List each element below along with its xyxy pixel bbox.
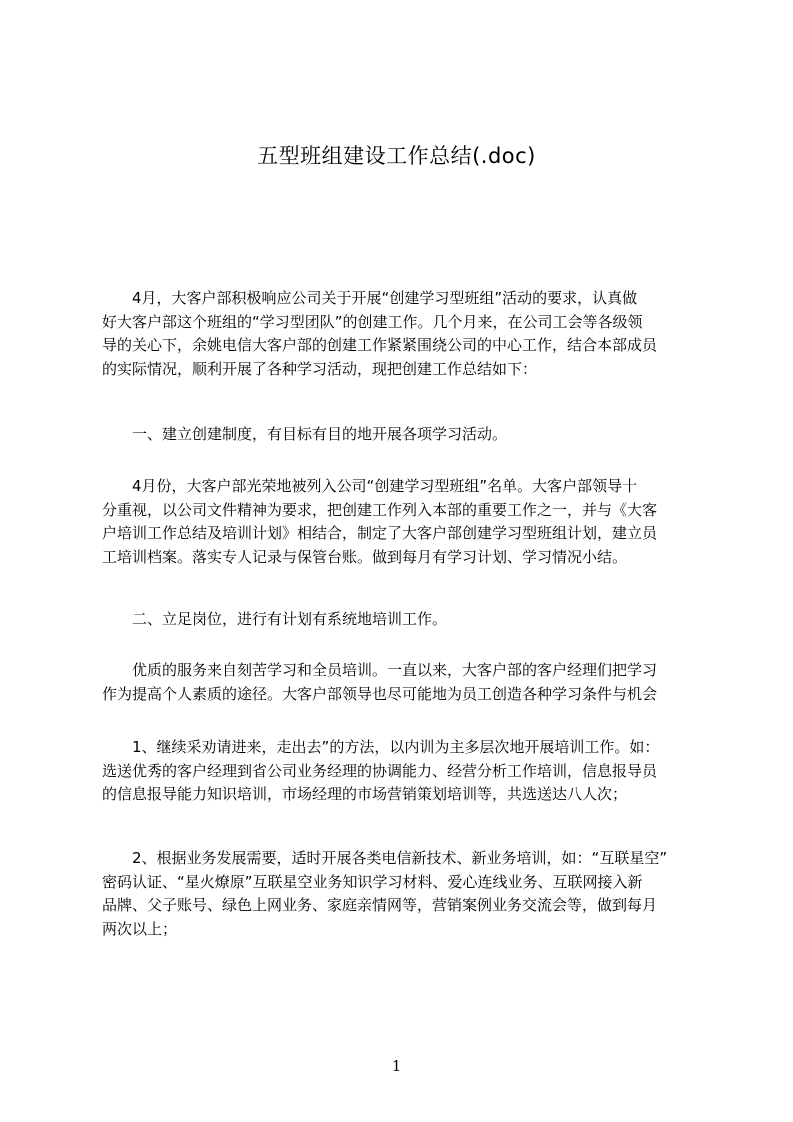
text-line: 4月份，大客户部光荣地被列入公司“创建学习型班组”名单。大客户部领导十 bbox=[102, 477, 638, 495]
paragraph-section-1 bbox=[102, 475, 702, 569]
text-line: 一、建立创建制度，有目标有目的地开展各项学习活动。 bbox=[102, 425, 508, 443]
text-line: 密码认证、“星火燎原”互联星空业务知识学习材料、爱心连线业务、互联网接入新 bbox=[102, 872, 643, 891]
paragraph-intro bbox=[102, 287, 702, 381]
document-title: 五型班组建设工作总结(.doc) bbox=[257, 144, 536, 168]
text-line: 导的关心下，余姚电信大客户部的创建工作紧紧围绕公司的中心工作，结合本部成员 bbox=[102, 336, 658, 354]
section-heading-2 bbox=[102, 608, 702, 632]
text-line: 优质的服务来自刻苦学习和全员培训。一直以来，大客户部的客户经理们把学习 bbox=[102, 661, 658, 679]
paragraph-section-2 bbox=[102, 659, 702, 706]
text-line: 品牌、父子账号、绿色上网业务、家庭亲情网等，营销案例业务交流会等，做到每月 bbox=[102, 896, 658, 914]
section-heading-1 bbox=[102, 423, 702, 447]
text-line: 户培训工作总结及培训计划》相结合，制定了大客户部创建学习型班组计划，建立员 bbox=[102, 524, 658, 542]
text-line: 两次以上； bbox=[102, 919, 178, 938]
text-line: 二、立足岗位，进行有计划有系统地培训工作。 bbox=[102, 610, 448, 628]
text-line: 作为提高个人素质的途径。大客户部领导也尽可能地为员工创造各种学习条件与机会 bbox=[102, 684, 658, 703]
text-line: 4月，大客户部积极响应公司关于开展“创建学习型班组”活动的要求，认真做 bbox=[102, 289, 638, 307]
paragraph-item-2 bbox=[102, 847, 702, 941]
page-number: 1 bbox=[391, 1057, 402, 1075]
text-line: 好大客户部这个班组的“学习型团队”的创建工作。几个月来，在公司工会等各级领 bbox=[102, 312, 643, 331]
text-line: 分重视，以公司文件精神为要求，把创建工作列入本部的重要工作之一，并与《大客 bbox=[102, 500, 658, 519]
paragraph-item-1 bbox=[102, 736, 702, 807]
text-line: 2、根据业务发展需要，适时开展各类电信新技术、新业务培训，如：“互联星空” bbox=[102, 849, 668, 867]
text-line: 的实际情况，顺利开展了各种学习活动，现把创建工作总结如下： bbox=[102, 359, 538, 378]
text-line: 的信息报导能力知识培训，市场经理的市场营销策划培训等，共选送达八人次； bbox=[102, 785, 628, 803]
text-line: 选送优秀的客户经理到省公司业务经理的协调能力、经营分析工作培训，信息报导员 bbox=[102, 761, 658, 780]
text-line: 1、继续采劝请进来，走出去”的方法，以内训为主多层次地开展培训工作。如： bbox=[102, 738, 660, 756]
text-line: 工培训档案。落实专人记录与保管台账。做到每月有学习计划、学习情况小结。 bbox=[102, 547, 628, 566]
